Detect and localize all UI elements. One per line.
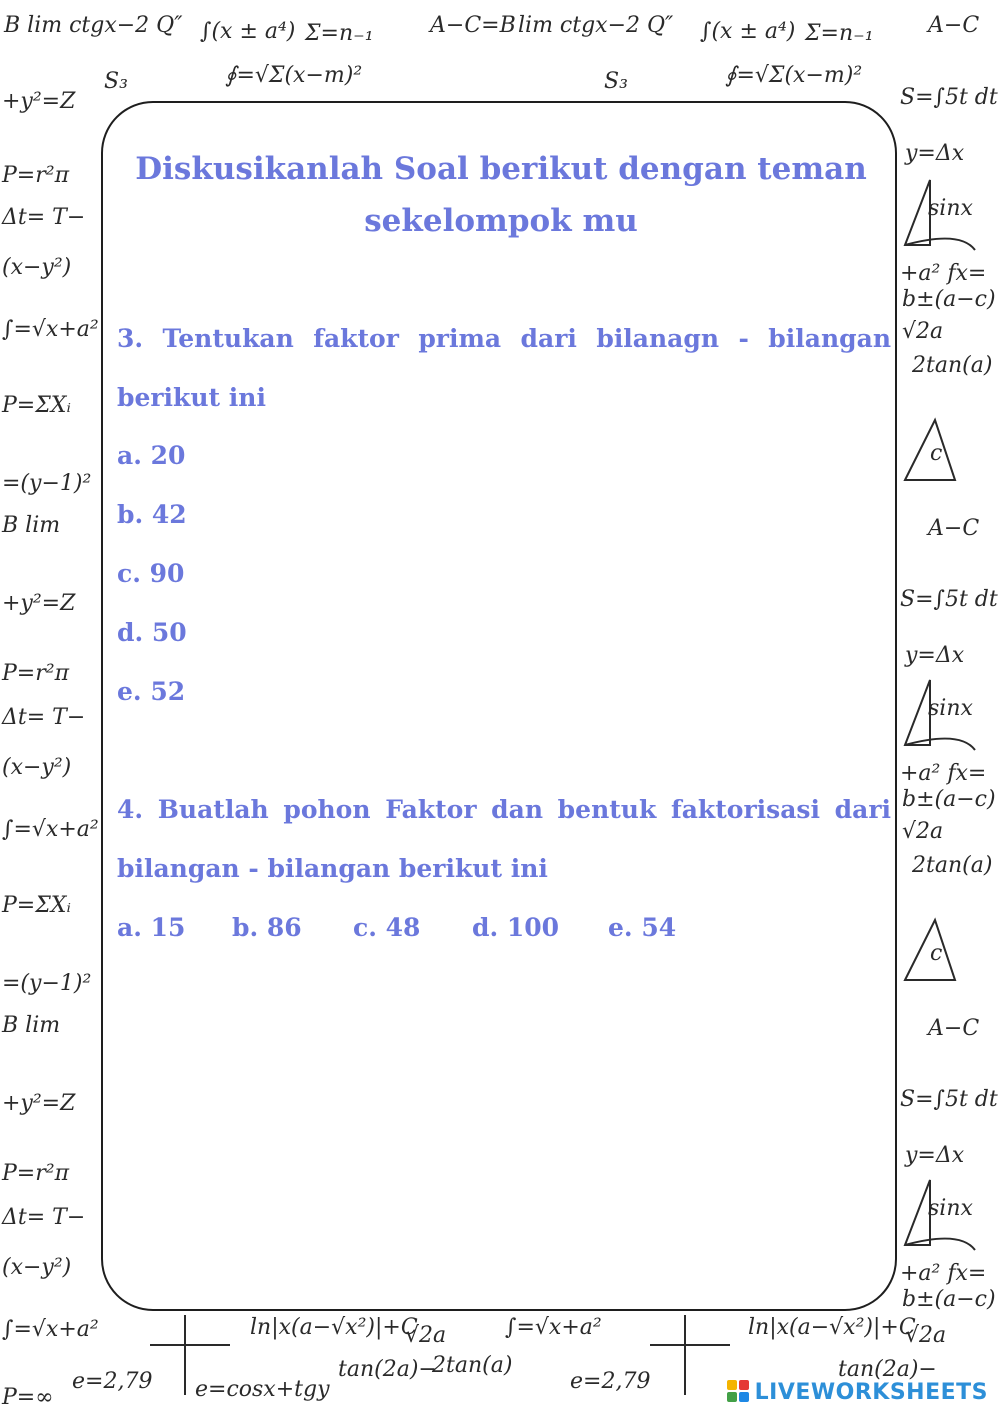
svg-text:sinx: sinx	[928, 196, 973, 221]
svg-text:2tan(a): 2tan(a)	[912, 853, 993, 878]
svg-text:∮=√Σ(x−m)²: ∮=√Σ(x−m)²	[225, 63, 363, 88]
svg-text:A−C: A−C	[928, 13, 980, 38]
svg-text:∫=√x+a²: ∫=√x+a²	[505, 1315, 602, 1340]
svg-text:∫(x ± a⁴): ∫(x ± a⁴)	[200, 19, 296, 44]
question-4-option-a: a. 15	[117, 913, 186, 942]
svg-text:+y²=Z: +y²=Z	[2, 1091, 76, 1116]
svg-text:tan(2a)−: tan(2a)−	[338, 1357, 437, 1382]
svg-text:y=Δx: y=Δx	[905, 643, 965, 668]
svg-text:c: c	[930, 941, 943, 966]
svg-text:√2a: √2a	[902, 319, 944, 344]
svg-text:+y²=Z: +y²=Z	[2, 89, 76, 114]
svg-text:S=∫5t dt: S=∫5t dt	[900, 1087, 998, 1112]
svg-text:P=∞: P=∞	[2, 1385, 54, 1410]
svg-text:S₃: S₃	[604, 69, 628, 94]
svg-text:P=r²π: P=r²π	[2, 661, 70, 686]
svg-text:sinx: sinx	[928, 696, 973, 721]
svg-text:∮=√Σ(x−m)²: ∮=√Σ(x−m)²	[725, 63, 863, 88]
svg-text:A−C: A−C	[928, 1016, 980, 1041]
svg-text:=(y−1)²: =(y−1)²	[2, 971, 92, 996]
svg-text:ln|x(a−√x²)|+C: ln|x(a−√x²)|+C	[250, 1315, 418, 1340]
question-3-option-c: c. 90	[117, 559, 185, 588]
question-4-option-d: d. 100	[472, 913, 560, 942]
svg-text:∫=√x+a²: ∫=√x+a²	[2, 317, 99, 342]
svg-text:√2a: √2a	[902, 819, 944, 844]
svg-text:√2a: √2a	[405, 1323, 447, 1348]
svg-text:P=ΣXᵢ: P=ΣXᵢ	[2, 393, 71, 418]
svg-text:+a² fx=: +a² fx=	[900, 261, 987, 286]
question-3-option-e: e. 52	[117, 677, 186, 706]
svg-text:Δt= T−: Δt= T−	[2, 705, 86, 730]
svg-text:Δt= T−: Δt= T−	[2, 1205, 86, 1230]
question-4-option-b: b. 86	[232, 913, 302, 942]
svg-text:+a² fx=: +a² fx=	[900, 1261, 987, 1286]
svg-text:e=cosx+tgy: e=cosx+tgy	[195, 1377, 330, 1402]
svg-text:√2a: √2a	[905, 1323, 947, 1348]
worksheet-card	[101, 101, 897, 1311]
svg-text:y=Δx: y=Δx	[905, 1143, 965, 1168]
svg-text:e=2,79: e=2,79	[72, 1369, 153, 1394]
svg-text:P=r²π: P=r²π	[2, 163, 70, 188]
question-3-text: 3. Tentukan faktor prima dari bilanagn - bilangan berikut ini	[117, 324, 891, 412]
liveworksheets-logo-icon	[727, 1380, 751, 1404]
svg-text:S₃: S₃	[104, 69, 128, 94]
svg-text:(x−y²): (x−y²)	[2, 255, 72, 280]
question-4-text: 4. Buatlah pohon Faktor dan bentuk faktorisasi dari bilangan - bilangan berikut ini	[117, 795, 891, 883]
svg-text:lim ctgx−2 Q″: lim ctgx−2 Q″	[518, 13, 674, 38]
question-4-option-e: e. 54	[608, 913, 677, 942]
svg-text:Σ=n₋₁: Σ=n₋₁	[305, 21, 374, 46]
svg-text:P=ΣXᵢ: P=ΣXᵢ	[2, 893, 71, 918]
svg-text:P=r²π: P=r²π	[2, 1161, 70, 1186]
svg-text:y=Δx: y=Δx	[905, 141, 965, 166]
svg-text:(x−y²): (x−y²)	[2, 755, 72, 780]
svg-text:Σ=n₋₁: Σ=n₋₁	[805, 21, 874, 46]
svg-text:b±(a−c): b±(a−c)	[902, 787, 996, 812]
svg-text:2tan(a): 2tan(a)	[432, 1353, 513, 1378]
svg-text:2tan(a): 2tan(a)	[912, 353, 993, 378]
svg-text:B lim: B lim	[2, 513, 61, 538]
svg-text:+y²=Z: +y²=Z	[2, 591, 76, 616]
svg-text:B lim: B lim	[2, 1013, 61, 1038]
svg-text:∫(x ± a⁴): ∫(x ± a⁴)	[700, 19, 796, 44]
svg-text:S=∫5t dt: S=∫5t dt	[900, 587, 998, 612]
svg-text:B lim ctgx−2 Q″: B lim ctgx−2 Q″	[4, 13, 183, 38]
svg-text:b±(a−c): b±(a−c)	[902, 1287, 996, 1312]
svg-text:(x−y²): (x−y²)	[2, 1255, 72, 1280]
svg-text:b±(a−c): b±(a−c)	[902, 287, 996, 312]
question-3-option-a: a. 20	[117, 441, 186, 470]
svg-text:tan(2a)−: tan(2a)−	[838, 1357, 937, 1382]
svg-text:sinx: sinx	[928, 1196, 973, 1221]
brand-name: LIVEWORKSHEETS	[754, 1379, 988, 1405]
svg-text:ln|x(a−√x²)|+C: ln|x(a−√x²)|+C	[748, 1315, 916, 1340]
svg-text:S=∫5t dt: S=∫5t dt	[900, 85, 998, 110]
page-title: Diskusikanlah Soal berikut dengan teman sekelompok mu	[135, 151, 867, 239]
svg-text:∫=√x+a²: ∫=√x+a²	[2, 817, 99, 842]
svg-text:e=2,79: e=2,79	[570, 1369, 651, 1394]
svg-text:Δt= T−: Δt= T−	[2, 205, 86, 230]
svg-text:A−C=B: A−C=B	[430, 13, 516, 38]
svg-text:A−C: A−C	[928, 516, 980, 541]
svg-text:∫=√x+a²: ∫=√x+a²	[2, 1317, 99, 1342]
svg-text:c: c	[930, 441, 943, 466]
svg-text:+a² fx=: +a² fx=	[900, 761, 987, 786]
question-3-option-b: b. 42	[117, 500, 187, 529]
question-3-option-d: d. 50	[117, 618, 187, 647]
svg-text:=(y−1)²: =(y−1)²	[2, 471, 92, 496]
question-4-option-c: c. 48	[353, 913, 421, 942]
liveworksheets-brand	[727, 1378, 988, 1406]
